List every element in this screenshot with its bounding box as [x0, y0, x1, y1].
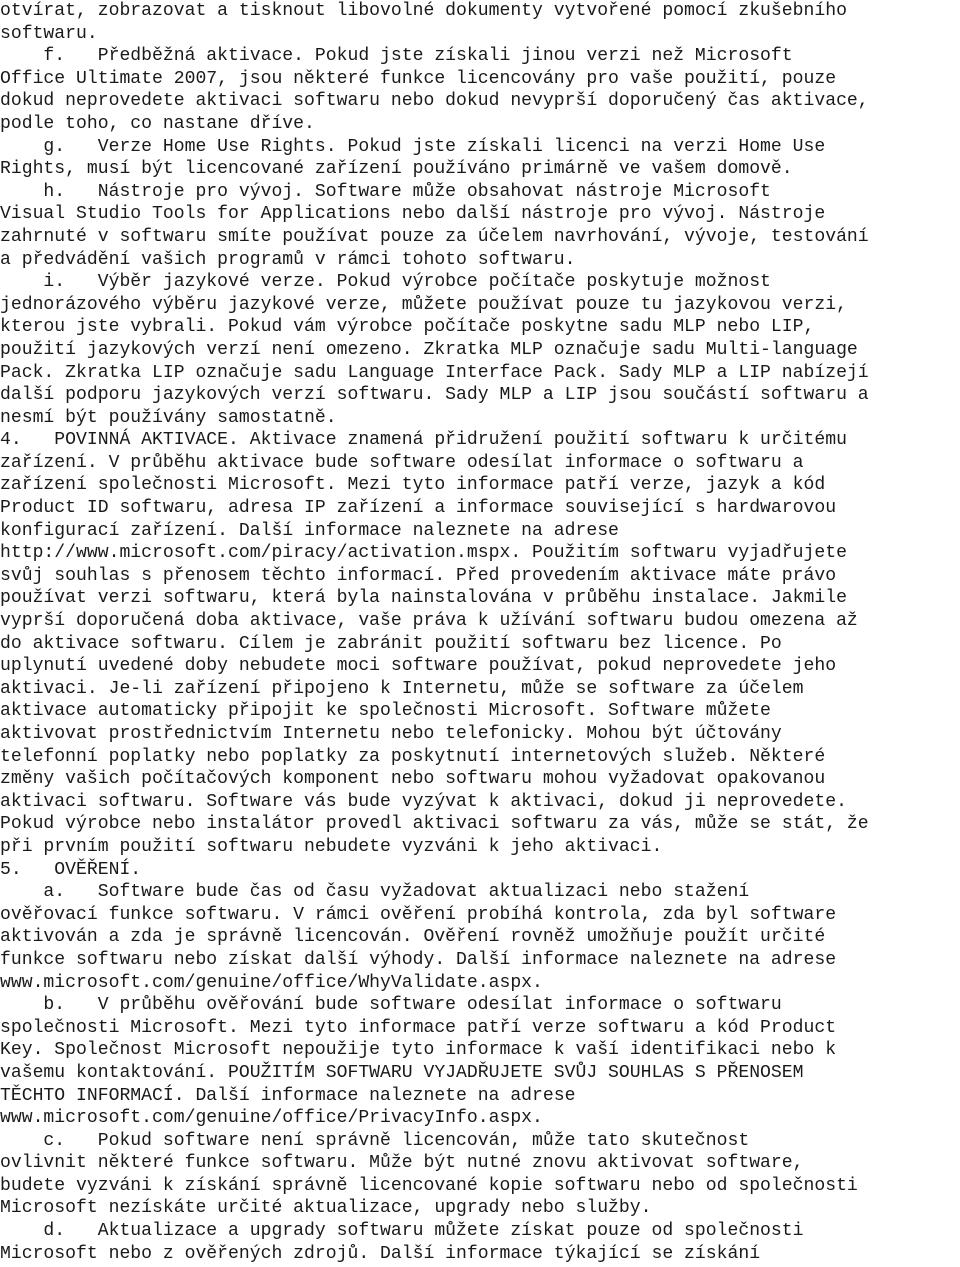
text-line: ověřovací funkce softwaru. V rámci ověření probíhá kontrola, zda byl software: [0, 904, 837, 925]
text-line: při prvním použití softwaru nebudete vyzváni k jeho aktivaci.: [0, 836, 663, 857]
text-line: a. Software bude čas od času vyžadovat aktualizaci nebo stažení: [0, 882, 750, 903]
text-line: g. Verze Home Use Rights. Pokud jste získali licenci na verzi Home Use: [0, 136, 826, 157]
text-line: aktivovat prostřednictvím Internetu nebo telefonicky. Mohou být účtovány: [0, 724, 782, 744]
text-line: do aktivace softwaru. Cílem je zabránit použití softwaru bez licence. Po: [0, 633, 782, 654]
text-line: nesmí být používány samostatně.: [0, 407, 337, 428]
text-line: www.microsoft.com/genuine/office/PrivacyInfo.aspx.: [0, 1108, 543, 1129]
text-line: změny vašich počítačových komponent nebo softwaru mohou vyžadovat opakovanou: [0, 769, 826, 790]
text-line: společnosti Microsoft. Mezi tyto informace patří verze softwaru a kód Product: [0, 1017, 837, 1038]
text-line: Pack. Zkratka LIP označuje sadu Language Interface Pack. Sady MLP a LIP nabízejí: [0, 362, 869, 383]
text-line: zařízení společnosti Microsoft. Mezi tyto informace patří verze, jazyk a kód: [0, 475, 826, 496]
text-line: jednorázového výběru jazykové verze, můžete používat pouze tu jazykovou verzi,: [0, 294, 847, 315]
text-line: použití jazykových verzí není omezeno. Zkratka MLP označuje sadu Multi-language: [0, 339, 858, 360]
text-line: 5. OVĚŘENÍ.: [0, 859, 142, 880]
text-line: Visual Studio Tools for Applications nebo další nástroje pro vývoj. Nástroje: [0, 204, 826, 225]
text-line: svůj souhlas s přenosem těchto informací. Před provedením aktivace máte právo: [0, 565, 837, 586]
text-line: b. V průběhu ověřování bude software odesílat informace o softwaru: [0, 995, 782, 1016]
text-line: aktivace automaticky připojit ke společnosti Microsoft. Software můžete: [0, 701, 771, 722]
text-line: c. Pokud software není správně licencován, může tato skutečnost: [0, 1130, 750, 1151]
text-line: Rights, musí být licencované zařízení používáno primárně ve vašem domově.: [0, 159, 793, 180]
text-line: telefonní poplatky nebo poplatky za poskytnutí internetových služeb. Některé: [0, 746, 826, 767]
text-line: aktivován a zda je správně licencován. Ověření rovněž umožňuje použít určité: [0, 927, 826, 948]
text-line: další podporu jazykových verzí softwaru. Sady MLP a LIP jsou součástí softwaru a: [0, 385, 869, 406]
text-line: Product ID softwaru, adresa IP zařízení a informace související s hardwarovou: [0, 498, 837, 519]
text-line: funkce softwaru nebo získat další výhody. Další informace naleznete na adrese: [0, 949, 837, 970]
text-line: podle toho, co nastane dříve.: [0, 113, 315, 134]
text-line: 4. POVINNÁ AKTIVACE. Aktivace znamená přidružení použití softwaru k určitému: [0, 430, 847, 451]
text-line: ovlivnit některé funkce softwaru. Může být nutné znovu aktivovat software,: [0, 1153, 804, 1174]
text-line: zahrnuté v softwaru smíte používat pouze za účelem navrhování, vývoje, testování: [0, 226, 869, 247]
text-line: budete vyzváni k získání správně licencované kopie softwaru nebo od společnosti: [0, 1175, 858, 1196]
text-line: Key. Společnost Microsoft nepoužije tyto informace k vaší identifikaci nebo k: [0, 1040, 837, 1061]
text-line: softwaru.: [0, 23, 98, 44]
text-line: Pokud výrobce nebo instalátor provedl aktivaci softwaru za vás, může se stát, že: [0, 814, 869, 835]
text-line: d. Aktualizace a upgrady softwaru můžete získat pouze od společnosti: [0, 1221, 804, 1242]
text-line: TĚCHTO INFORMACÍ. Další informace naleznete na adrese: [0, 1085, 576, 1106]
text-line: vyprší doporučená doba aktivace, vaše práva k užívání softwaru budou omezena až: [0, 611, 858, 632]
text-line: dokud neprovedete aktivaci softwaru nebo dokud nevyprší doporučený čas aktivace,: [0, 91, 869, 112]
text-line: Microsoft nebo z ověřených zdrojů. Další informace týkající se získání: [0, 1243, 761, 1264]
text-line: otvírat, zobrazovat a tisknout libovolné dokumenty vytvořené pomocí zkušebního: [0, 1, 847, 21]
text-line: vašemu kontaktování. POUŽITÍM SOFTWARU VYJADŘUJETE SVŮJ SOUHLAS S PŘENOSEM: [0, 1062, 804, 1083]
text-line: používat verzi softwaru, která byla nainstalována v průběhu instalace. Jakmile: [0, 588, 847, 609]
text-line: http://www.microsoft.com/piracy/activation.mspx. Použitím softwaru vyjadřujete: [0, 543, 847, 564]
text-line: a předvádění vašich programů v rámci tohoto softwaru.: [0, 249, 576, 270]
text-line: zařízení. V průběhu aktivace bude software odesílat informace o softwaru a: [0, 452, 804, 473]
text-line: kterou jste vybrali. Pokud vám výrobce počítače poskytne sadu MLP nebo LIP,: [0, 317, 815, 338]
text-line: Microsoft nezískáte určité aktualizace, upgrady nebo služby.: [0, 1198, 652, 1219]
text-line: aktivaci. Je-li zařízení připojeno k Internetu, může se software za účelem: [0, 678, 804, 699]
text-line: f. Předběžná aktivace. Pokud jste získali jinou verzi než Microsoft: [0, 46, 793, 67]
text-line: uplynutí uvedené doby nebudete moci software používat, pokud neprovedete jeho: [0, 656, 837, 677]
text-line: i. Výběr jazykové verze. Pokud výrobce počítače poskytuje možnost: [0, 272, 771, 293]
text-line: Office Ultimate 2007, jsou některé funkce licencovány pro vaše použití, pouze: [0, 68, 837, 89]
text-line: aktivaci softwaru. Software vás bude vyzývat k aktivaci, dokud ji neprovedete.: [0, 791, 847, 812]
text-line: www.microsoft.com/genuine/office/WhyValidate.aspx.: [0, 972, 543, 993]
text-line: h. Nástroje pro vývoj. Software může obsahovat nástroje Microsoft: [0, 181, 771, 202]
text-line: konfigurací zařízení. Další informace naleznete na adrese: [0, 520, 619, 541]
